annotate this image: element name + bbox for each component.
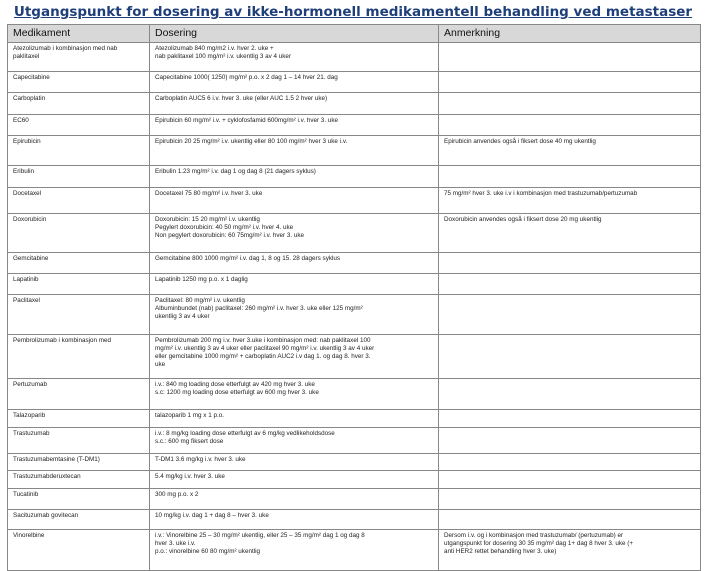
dose-line: ukentlig 3 av 4 uker <box>155 312 210 320</box>
table-row <box>8 335 701 379</box>
cell-medikament: EC60 <box>8 115 150 136</box>
cell-medikament: Sacituzumab govitecan <box>8 510 150 530</box>
cell-medikament: Tucatinib <box>8 489 150 510</box>
table-header-row <box>8 25 701 43</box>
table-row <box>8 136 701 166</box>
dose-line: Docetaxel 75 80 mg/m² i.v. hver 3. uke <box>155 190 263 197</box>
dose-line: nab paklitaxel 100 mg/m² i.v. ukentlig 3 av 4 uker <box>155 52 292 60</box>
table-row <box>8 115 701 136</box>
cell-dosering <box>150 214 439 253</box>
cell-medikament: Gemcitabine <box>8 253 150 274</box>
cell-medikament: Carboplatin <box>8 93 150 115</box>
table-row <box>8 72 701 93</box>
cell-anmerkning <box>439 72 701 93</box>
cell-dosering <box>150 335 439 379</box>
note-line: Dersom i.v. og i kombinasjon med trastuzumab/ (pertuzumab) er <box>444 532 624 539</box>
cell-medikament: Pertuzumab <box>8 379 150 410</box>
table-row <box>8 214 701 253</box>
cell-dosering <box>150 489 439 510</box>
cell-anmerkning <box>439 530 701 571</box>
table-row <box>8 510 701 530</box>
cell-medikament: Trastuzumab <box>8 428 150 454</box>
cell-anmerkning <box>439 410 701 428</box>
dose-line: Eribulin 1.23 mg/m² i.v. dag 1 og dag 8 (21 dagers syklus) <box>155 168 316 175</box>
dose-line: Pembrolizumab 200 mg i.v. hver 3.uke i kombinasjon med: nab paklitaxel 100 <box>155 337 371 344</box>
dose-line: Paclitaxel: 80 mg/m² i.v. ukentlig <box>155 297 245 304</box>
cell-dosering <box>150 295 439 335</box>
cell-medikament: Vinorelbine <box>8 530 150 571</box>
cell-dosering <box>150 136 439 166</box>
table-row <box>8 428 701 454</box>
cell-anmerkning <box>439 274 701 295</box>
cell-medikament: Trastuzumabderuxtecan <box>8 471 150 489</box>
cell-medikament: Eribulin <box>8 166 150 188</box>
dose-line: Albuminbundet (nab) paclitaxel: 260 mg/m² i.v. hver 3. uke eller 125 mg/m² <box>155 304 363 312</box>
dose-line: Epirubicin 60 mg/m² i.v. + cyklofosfamid 600mg/m² i.v. hver 3. uke <box>155 117 338 124</box>
cell-dosering <box>150 428 439 454</box>
cell-anmerkning <box>439 115 701 136</box>
cell-anmerkning <box>439 136 701 166</box>
cell-dosering <box>150 93 439 115</box>
table-row <box>8 188 701 214</box>
dose-line: 5.4 mg/kg i.v. hver 3. uke <box>155 473 225 480</box>
dose-line: mg/m² i.v. ukentlig 3 av 4 uker eller paclitaxel 90 mg/m² i.v. ukentlig 3 av 4 uker <box>155 344 375 352</box>
cell-anmerkning <box>439 253 701 274</box>
cell-medikament: Capecitabine <box>8 72 150 93</box>
cell-anmerkning <box>439 454 701 471</box>
dose-line: T-DM1 3.6 mg/kg i.v. hver 3. uke <box>155 456 246 463</box>
cell-dosering <box>150 454 439 471</box>
dose-line: Gemcitabine 800 1000 mg/m² i.v. dag 1, 8 og 15. 28 dagers syklus <box>155 255 341 262</box>
dose-line: Doxorubicin: 15 20 mg/m² i.v. ukentlig <box>155 216 260 223</box>
cell-dosering <box>150 72 439 93</box>
page-title: Utgangspunkt for dosering av ikke-hormonell medikamentell behandling ved metastaser <box>13 4 693 20</box>
cell-anmerkning <box>439 93 701 115</box>
note-line: 75 mg/m² hver 3. uke i.v i kombinasjon med trastuzumab/pertuzumab <box>444 190 638 197</box>
table-row <box>8 410 701 428</box>
cell-anmerkning <box>439 214 701 253</box>
cell-dosering <box>150 43 439 72</box>
cell-anmerkning <box>439 489 701 510</box>
cell-anmerkning <box>439 510 701 530</box>
cell-dosering <box>150 115 439 136</box>
cell-medikament: Epirubicin <box>8 136 150 166</box>
dose-line: Carboplatin AUC5 6 i.v. hver 3. uke (eller AUC 1.5 2 hver uke) <box>155 95 328 102</box>
dose-line: i.v.: 840 mg loading dose etterfulgt av 420 mg hver 3. uke <box>155 381 315 388</box>
cell-anmerkning <box>439 295 701 335</box>
cell-dosering <box>150 274 439 295</box>
table-row <box>8 295 701 335</box>
cell-medikament: Atezolizumab i kombinasjon med nab paklitaxel <box>8 43 150 72</box>
dose-line: eller gemcitabine 1000 mg/m² + carboplatin AUC2 i.v dag 1. og dag 8. hver 3. <box>155 352 371 360</box>
table-row <box>8 93 701 115</box>
dose-line: Epirubicin 20 25 mg/m² i.v. ukentlig eller 80 100 mg/m² hver 3 uke i.v. <box>155 138 348 145</box>
table-row <box>8 166 701 188</box>
cell-anmerkning <box>439 43 701 72</box>
cell-medikament: Doxorubicin <box>8 214 150 253</box>
cell-anmerkning <box>439 188 701 214</box>
note-line: Doxorubicin anvendes også i fiksert dose 20 mg ukentlig <box>444 216 602 223</box>
table-row <box>8 274 701 295</box>
dose-line: Atezolizumab 840 mg/m2 i.v. hver 2. uke + <box>155 45 274 52</box>
dose-line: Pegylert doxorubicin: 40 50 mg/m² i.v. hver 4. uke <box>155 223 294 231</box>
dose-line: talazoparib 1 mg x 1 p.o. <box>155 412 224 419</box>
cell-dosering <box>150 253 439 274</box>
cell-dosering <box>150 188 439 214</box>
cell-anmerkning <box>439 379 701 410</box>
cell-anmerkning <box>439 166 701 188</box>
dose-line: uke <box>155 360 166 368</box>
column-header-anmerkning: Anmerkning <box>439 25 701 43</box>
column-header-medikament: Medikament <box>8 25 150 43</box>
cell-medikament: Paclitaxel <box>8 295 150 335</box>
dosing-table <box>7 24 701 571</box>
cell-dosering <box>150 530 439 571</box>
cell-dosering <box>150 471 439 489</box>
cell-dosering <box>150 379 439 410</box>
cell-anmerkning <box>439 335 701 379</box>
dose-line: i.v.: 8 mg/kg loading dose etterfulgt av 6 mg/kg vedlikeholdsdose <box>155 430 335 437</box>
cell-dosering <box>150 410 439 428</box>
dose-line: Lapatinib 1250 mg p.o. x 1 daglig <box>155 276 248 283</box>
cell-medikament: Talazoparib <box>8 410 150 428</box>
cell-medikament: Docetaxel <box>8 188 150 214</box>
note-line: Epirubicin anvendes også i fiksert dose 40 mg ukentlig <box>444 138 596 145</box>
dose-line: s.c: 1200 mg loading dose etterfulgt av 600 mg hver 3. uke <box>155 388 319 396</box>
dose-line: Capecitabine 1000( 1250) mg/m² p.o. x 2 dag 1 – 14 hver 21. dag <box>155 74 338 81</box>
dose-line: s.c.: 600 mg fiksert dose <box>155 437 224 445</box>
note-line: anti HER2 rettet behandling hver 3. uke) <box>444 547 557 555</box>
note-line: utgangspunkt for dosering 30 35 mg/m² dag 1+ dag 8 hver 3. uke (+ <box>444 539 634 547</box>
table-row <box>8 530 701 571</box>
dose-line: Non pegylert doxorubicin: 60 75mg/m² i.v. hver 3. uke <box>155 231 304 239</box>
cell-anmerkning <box>439 471 701 489</box>
cell-dosering <box>150 510 439 530</box>
cell-dosering <box>150 166 439 188</box>
table-row <box>8 471 701 489</box>
cell-medikament: Lapatinib <box>8 274 150 295</box>
dose-line: 10 mg/kg i.v. dag 1 + dag 8 – hver 3. uke <box>155 512 269 519</box>
cell-anmerkning <box>439 428 701 454</box>
table-body <box>8 43 701 571</box>
table-row <box>8 454 701 471</box>
table-row <box>8 379 701 410</box>
dose-line: i.v.: Vinorelbine 25 – 30 mg/m² ukentlig, eller 25 – 35 mg/m² dag 1 og dag 8 <box>155 532 365 539</box>
table-row <box>8 489 701 510</box>
table-row <box>8 43 701 72</box>
column-header-dosering: Dosering <box>150 25 439 43</box>
cell-medikament: Pembrolizumab i kombinasjon med <box>8 335 150 379</box>
table-row <box>8 253 701 274</box>
dose-line: p.o.: vinorelbine 60 80 mg/m² ukentlig <box>155 547 261 555</box>
cell-medikament: Trastuzumabemtasine (T-DM1) <box>8 454 150 471</box>
dose-line: 300 mg p.o. x 2 <box>155 491 199 498</box>
dose-line: hver 3. uke i.v. <box>155 539 196 547</box>
